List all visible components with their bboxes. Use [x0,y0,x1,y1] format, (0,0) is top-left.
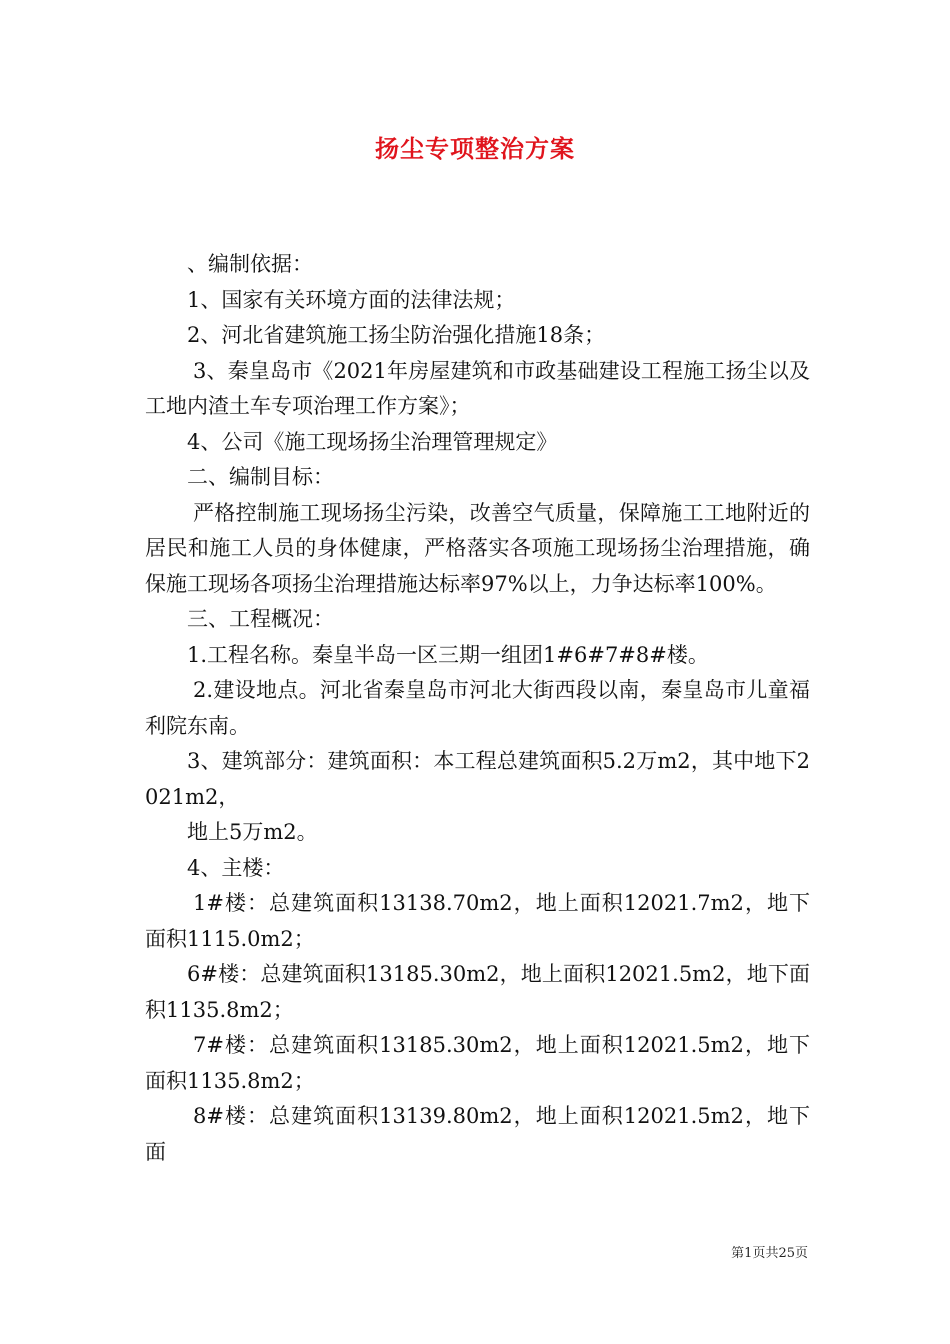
paragraph-building-area: 3、建筑部分：建筑面积：本工程总建筑面积5.2万m2，其中地下2021m2， [145,749,810,809]
paragraph-building-1: 1#楼：总建筑面积13138.70m2，地上面积12021.7m2，地下面积1115.0m2； [145,891,810,951]
paragraph-building-8: 8#楼：总建筑面积13139.80m2，地上面积12021.5m2，地下面 [145,1104,810,1164]
document-body [145,247,810,1170]
paragraph-basis-4: 4、公司《施工现场扬尘治理管理规定》 [187,429,558,454]
paragraph-basis-1: 1、国家有关环境方面的法律法规； [187,287,516,312]
page-number-footer: 第1页共25页 [731,1246,808,1261]
document-title: 扬尘专项整治方案 [375,134,575,163]
paragraph-building-7: 7#楼：总建筑面积13185.30m2，地上面积12021.5m2，地下面积1135.8m2； [145,1033,810,1093]
paragraph-overview-heading: 三、工程概况： [187,607,334,631]
paragraph-main-building-heading: 4、主楼： [187,855,285,880]
paragraph-goal-text: 严格控制施工现场扬尘污染，改善空气质量，保障施工工地附近的居民和施工人员的身体健康，严格落实各项施工现场扬尘治理措施，确保施工现场各项扬尘治理措施达标率97%以上，力争达标率100%。 [145,500,810,596]
paragraph-above-ground-area: 地上5万m2。 [187,820,318,844]
paragraph-goal-heading: 二、编制目标： [187,465,334,489]
paragraph-project-name: 1.工程名称。秦皇半岛一区三期一组团1#6#7#8#楼。 [187,642,709,667]
paragraph-basis-heading: 、编制依据： [187,252,313,276]
paragraph-basis-3: 3、秦皇岛市《2021年房屋建筑和市政基础建设工程施工扬尘以及工地内渣土车专项治理工作方案》； [145,358,810,418]
paragraph-basis-2: 2、河北省建筑施工扬尘防治强化措施18条； [187,323,606,347]
paragraph-building-6: 6#楼：总建筑面积13185.30m2，地上面积12021.5m2，地下面积1135.8m2； [145,962,810,1022]
paragraph-project-location: 2.建设地点。河北省秦皇岛市河北大街西段以南，秦皇岛市儿童福利院东南。 [145,678,810,738]
